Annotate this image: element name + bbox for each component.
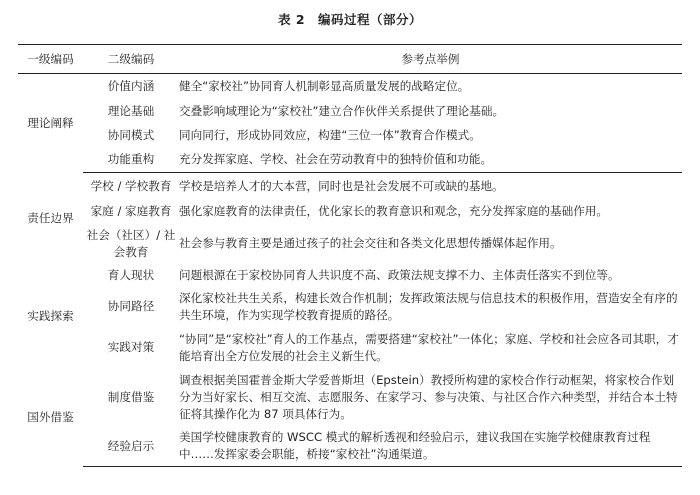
table-row	[18, 100, 682, 124]
header-row	[18, 45, 682, 74]
level1-code: 国外借鉴	[27, 410, 74, 424]
table-row	[18, 369, 682, 427]
coding-table	[18, 44, 682, 467]
reference-example: 健全“家校社”协同育人机制彰显高质量发展的战略定位。	[179, 79, 470, 94]
level2-code: 制度借鉴	[107, 390, 155, 404]
table-row	[18, 427, 682, 467]
table-caption: 表 2 编码过程（部分）	[277, 12, 423, 27]
table-row	[18, 287, 682, 327]
reference-example: 深化家校社共生关系，构建长效合作机制；发挥政策法规与信息技术的积极作用，营造安全有序的共生环境，作为实现学校教育提质的路径。	[179, 290, 678, 322]
table-row	[18, 223, 682, 265]
table-row	[18, 74, 682, 100]
reference-example: 充分发挥家庭、学校、社会在劳动教育中的独特价值和功能。	[179, 148, 682, 173]
reference-example: 学校是培养人才的大本营，同时也是社会发展不可或缺的基地。	[179, 179, 504, 194]
level1-code: 实践探索	[27, 309, 74, 323]
reference-example: 问题根源在于家校协同育人共识度不高、政策法规支撑不力、主体责任落实不到位等。	[179, 268, 620, 282]
table-row	[18, 173, 682, 201]
level2-code: 协同模式	[107, 128, 155, 142]
header-level2: 二级编码	[83, 45, 179, 74]
table-row	[18, 148, 682, 173]
table-row	[18, 327, 682, 369]
level2-code: 家庭 / 家庭教育	[90, 204, 172, 218]
level2-code: 协同路径	[107, 299, 155, 313]
header-examples: 参考点举例	[179, 45, 682, 74]
table-row	[18, 265, 682, 287]
reference-example: 强化家庭教育的法律责任，优化家长的教育意识和观念，充分发挥家庭的基础作用。	[179, 204, 608, 218]
level1-code: 理论阐释	[27, 115, 74, 130]
level2-code: 理论基础	[107, 104, 155, 118]
level2-code: 功能重构	[83, 148, 179, 173]
table-row	[18, 124, 682, 148]
level1-code: 责任边界	[27, 211, 74, 225]
reference-example: “协同”是“家校社”育人的工作基点，需要搭建“家校社”一体化；家庭、学校和社会应各司其职，才能培育出全方位发展的社会主义新生代。	[179, 331, 679, 363]
level2-code: 社会（社区）/ 社会教育	[86, 227, 176, 259]
level2-code: 价值内涵	[107, 79, 155, 94]
level2-code: 学校 / 学校教育	[90, 179, 172, 194]
level2-code: 育人现状	[107, 268, 155, 282]
table-row	[18, 201, 682, 223]
level2-code: 经验启示	[83, 427, 179, 467]
reference-example: 美国学校健康教育的 WSCC 模式的解析透视和经验启示，建议我国在实施学校健康教育过程中……发挥家委会职能，桥接“家校社”沟通渠道。	[179, 427, 682, 467]
reference-example: 交叠影响域理论为“家校社”建立合作伙伴关系提供了理论基础。	[179, 104, 505, 118]
reference-example: 调查根据美国霍普金斯大学爱普斯坦（Epstein）教授所构建的家校合作行动框架，将家校合作划分为当好家长、相互交流、志愿服务、在家学习、参与决策、与社区合作六种类型，并结合本土特征将其操作化为 87 项具体行为。	[179, 373, 678, 421]
reference-example: 同向同行，形成协同效应，构建“三位一体”教育合作模式。	[179, 128, 481, 142]
reference-example: 社会参与教育主要是通过孩子的社会交往和各类文化思想传播媒体起作用。	[179, 236, 562, 250]
level2-code: 实践对策	[107, 340, 155, 354]
header-level1: 一级编码	[18, 45, 83, 74]
